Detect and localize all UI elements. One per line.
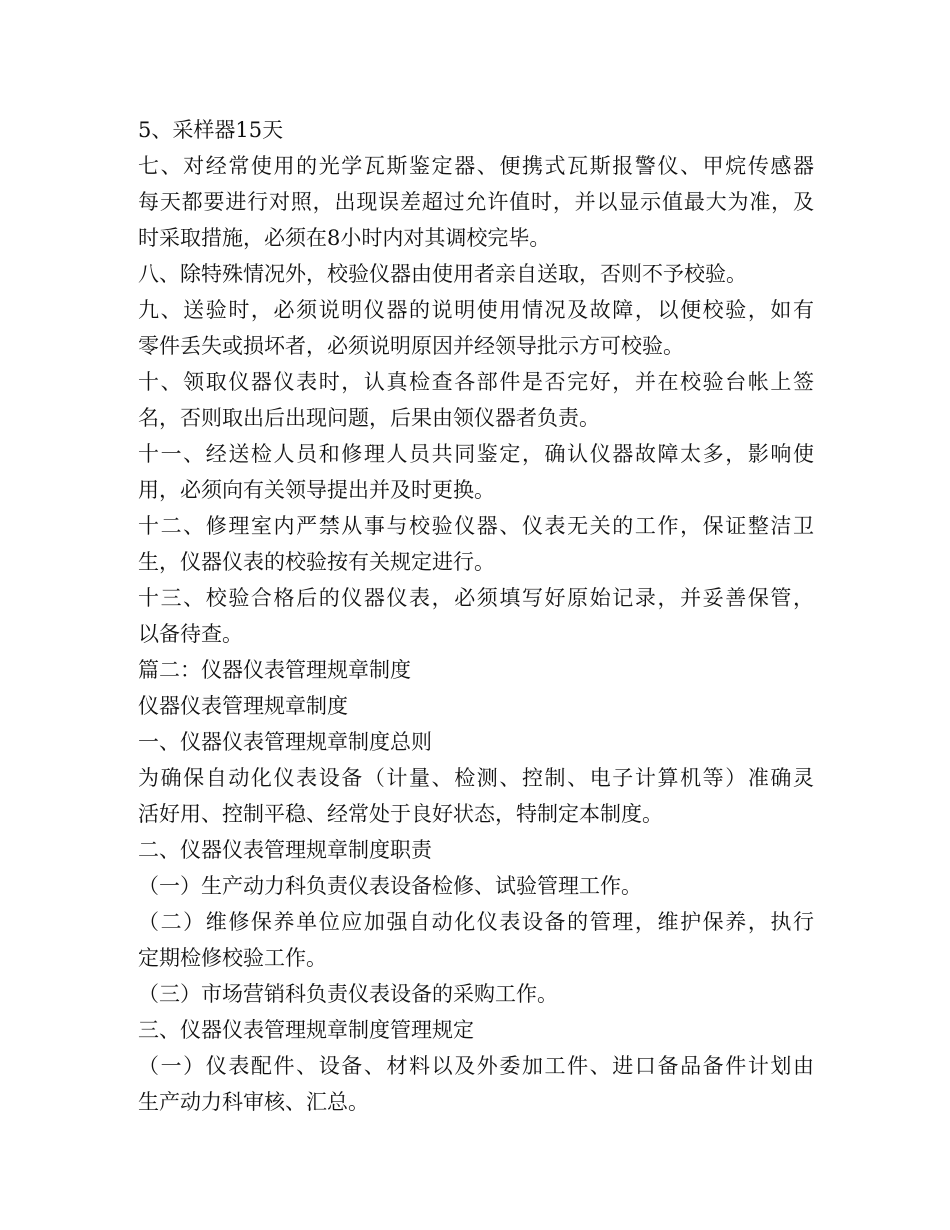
text-line: 九、送验时，必须说明仪器的说明使用情况及故障，以便校验，如有	[138, 298, 814, 322]
text-line: 为确保自动化仪表设备（计量、检测、控制、电子计算机等）准确灵	[138, 766, 814, 790]
text-line: 三、仪器仪表管理规章制度管理规定	[138, 1018, 474, 1042]
text-line: 八、除特殊情况外，校验仪器由使用者亲自送取，否则不予校验。	[138, 262, 747, 286]
text-line: （一）生产动力科负责仪表设备检修、试验管理工作。	[138, 874, 642, 898]
text-line: 5、采样器15天	[138, 118, 284, 142]
text-line: 生产动力科审核、汇总。	[138, 1090, 369, 1114]
text-line: 每天都要进行对照，出现误差超过允许值时，并以显示值最大为准，及	[138, 190, 814, 214]
text-line: 生，仪器仪表的校验按有关规定进行。	[138, 550, 495, 574]
text-line: 十一、经送检人员和修理人员共同鉴定，确认仪器故障太多，影响使	[138, 442, 814, 466]
text-line: 十、领取仪器仪表时，认真检查各部件是否完好，并在校验台帐上签	[138, 370, 814, 394]
text-line: 二、仪器仪表管理规章制度职责	[138, 838, 432, 862]
text-line: 用，必须向有关领导提出并及时更换。	[138, 478, 495, 502]
text-line: 十三、校验合格后的仪器仪表，必须填写好原始记录，并妥善保管，	[138, 586, 814, 610]
text-line: 十二、修理室内严禁从事与校验仪器、仪表无关的工作，保证整洁卫	[138, 514, 814, 538]
text-line: 时采取措施，必须在8小时内对其调校完毕。	[138, 226, 551, 250]
text-line: 名，否则取出后出现问题，后果由领仪器者负责。	[138, 406, 600, 430]
text-line: 活好用、控制平稳、经常处于良好状态，特制定本制度。	[138, 802, 663, 826]
text-line: 以备待查。	[138, 622, 243, 646]
section-heading: 篇二：仪器仪表管理规章制度	[138, 658, 411, 682]
text-line: （三）市场营销科负责仪表设备的采购工作。	[138, 982, 558, 1006]
text-line: 七、对经常使用的光学瓦斯鉴定器、便携式瓦斯报警仪、甲烷传感器	[138, 154, 814, 178]
text-line: 零件丢失或损坏者，必须说明原因并经领导批示方可校验。	[138, 334, 684, 358]
text-line: 定期检修校验工作。	[138, 946, 327, 970]
document-title: 仪器仪表管理规章制度	[138, 694, 348, 718]
text-line: （二）维修保养单位应加强自动化仪表设备的管理，维护保养，执行	[138, 910, 814, 934]
text-line: （一）仪表配件、设备、材料以及外委加工件、进口备品备件计划由	[138, 1054, 814, 1078]
text-line: 一、仪器仪表管理规章制度总则	[138, 730, 432, 754]
